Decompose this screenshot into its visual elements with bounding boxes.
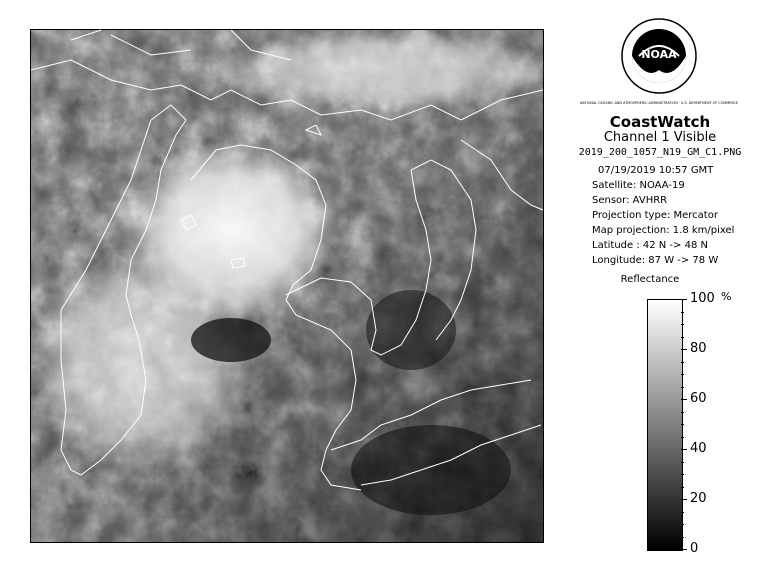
- colorbar-tick: [681, 349, 687, 350]
- colorbar-minor-tick: [681, 387, 684, 388]
- colorbar-minor-tick: [681, 312, 684, 313]
- colorbar-minor-tick: [681, 337, 684, 338]
- longitude-range: Longitude: 87 W -> 78 W: [592, 255, 719, 266]
- colorbar-minor-tick: [681, 537, 684, 538]
- colorbar-title: Reflectance: [620, 274, 680, 285]
- colorbar-tick-label: 20: [690, 491, 707, 506]
- colorbar-tick-label: 80: [690, 341, 707, 356]
- colorbar-tick-label: 0: [690, 541, 699, 556]
- noaa-logo-text: NOAA: [641, 48, 677, 61]
- colorbar-minor-tick: [681, 524, 684, 525]
- colorbar-tick-label: 60: [690, 391, 707, 406]
- colorbar-minor-tick: [681, 474, 684, 475]
- map-projection: Map projection: 1.8 km/pixel: [592, 225, 735, 236]
- satellite-map-svg: [31, 30, 543, 542]
- colorbar-minor-tick: [681, 424, 684, 425]
- colorbar-tick-label: 100: [690, 291, 715, 306]
- colorbar-minor-tick: [681, 512, 684, 513]
- colorbar-minor-tick: [681, 487, 684, 488]
- colorbar-minor-tick: [681, 437, 684, 438]
- colorbar-tick: [681, 499, 687, 500]
- colorbar-minor-tick: [681, 462, 684, 463]
- latitude-range: Latitude : 42 N -> 48 N: [592, 240, 708, 251]
- satellite-label: Satellite: NOAA-19: [592, 180, 685, 191]
- colorbar-tick: [681, 299, 687, 300]
- projection-type: Projection type: Mercator: [592, 210, 718, 221]
- sensor-label: Sensor: AVHRR: [592, 195, 668, 206]
- colorbar-minor-tick: [681, 374, 684, 375]
- colorbar-minor-tick: [681, 362, 684, 363]
- colorbar-tick: [681, 549, 687, 550]
- image-filename: 2019_200_1057_N19_GM_C1.PNG: [578, 147, 742, 158]
- reflectance-colorbar: [647, 299, 683, 551]
- colorbar-unit: %: [721, 290, 732, 303]
- channel-label: Channel 1 Visible: [603, 130, 717, 145]
- colorbar-minor-tick: [681, 412, 684, 413]
- product-title: CoastWatch: [609, 113, 711, 131]
- noaa-logo: [579, 18, 739, 108]
- colorbar-tick: [681, 449, 687, 450]
- colorbar-tick-label: 40: [690, 441, 707, 456]
- colorbar-minor-tick: [681, 324, 684, 325]
- colorbar-tick: [681, 399, 687, 400]
- date-time: 07/19/2019 10:57 GMT: [598, 165, 714, 176]
- satellite-image: [30, 29, 544, 543]
- noaa-logo-ring-text: NATIONAL OCEANIC AND ATMOSPHERIC ADMINISTRATION · U.S. DEPARTMENT OF COMMERCE: [579, 101, 739, 105]
